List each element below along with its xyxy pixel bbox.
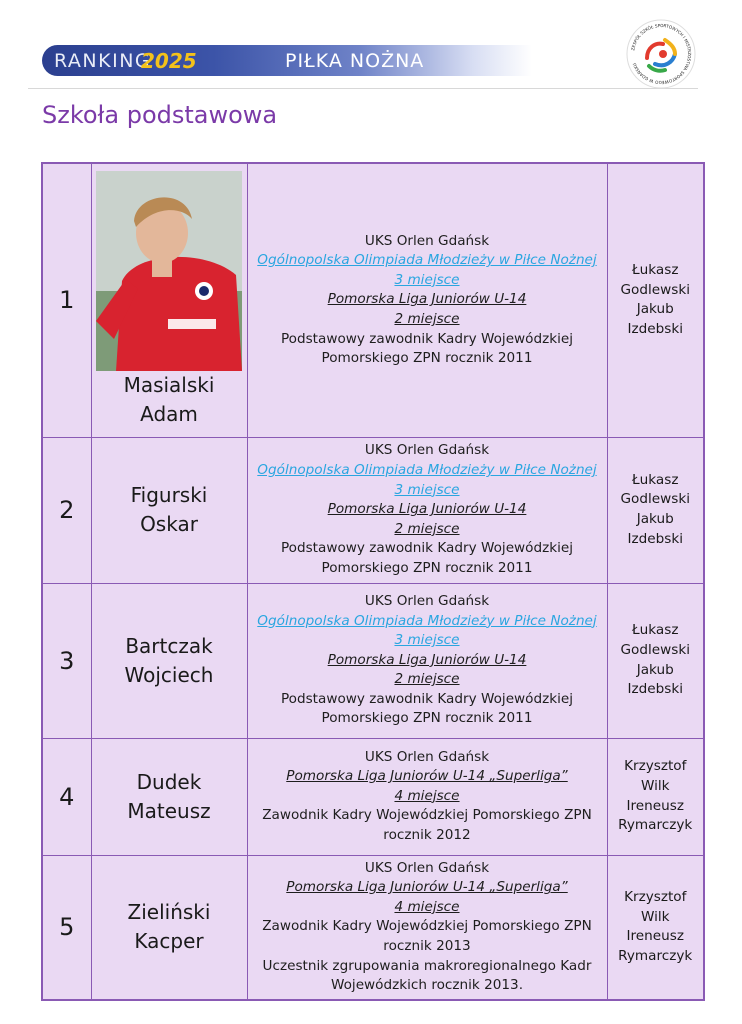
- club-name: UKS Orlen Gdańsk: [364, 748, 490, 765]
- table-row: [42, 855, 704, 1000]
- achievement-line[interactable]: 3 miejsce: [394, 481, 460, 498]
- achievement-line: Pomorskiego ZPN rocznik 2011: [321, 559, 533, 576]
- coach-name-part: Krzysztof: [624, 889, 687, 906]
- achievement-line: Pomorska Liga Juniorów U-14: [327, 651, 527, 668]
- athlete-surname: Masialski: [123, 373, 215, 398]
- achievements-cell: [247, 855, 607, 1000]
- athlete-surname: Dudek: [136, 769, 202, 794]
- ranking-table: [41, 162, 705, 1001]
- coach-name-part: Godlewski: [620, 281, 690, 298]
- athlete-firstname: Oskar: [140, 512, 198, 536]
- ranking-year: 2025: [141, 49, 197, 73]
- athlete-photo-image: [96, 171, 242, 371]
- achievement-line: Pomorskiego ZPN rocznik 2011: [321, 350, 533, 367]
- achievement-line: rocznik 2013: [383, 938, 471, 955]
- coach-name-part: Izdebski: [627, 320, 683, 337]
- ranking-label: RANKING: [54, 50, 152, 72]
- athlete-name-cell: [91, 855, 247, 1000]
- achievements-cell: [247, 583, 607, 738]
- achievement-line: Zawodnik Kadry Wojewódzkiej Pomorskiego ZPN: [262, 807, 592, 824]
- achievement-line: Podstawowy zawodnik Kadry Wojewódzkiej: [280, 540, 574, 557]
- athlete-surname: Zieliński: [127, 900, 211, 925]
- achievements-cell: [247, 163, 607, 437]
- achievement-line: 2 miejsce: [394, 311, 460, 328]
- rank-number: 5: [42, 855, 91, 1000]
- achievement-line: 4 miejsce: [394, 787, 460, 804]
- achievement-line: Wojewódzkich rocznik 2013.: [330, 977, 524, 994]
- section-title: Szkoła podstawowa: [42, 101, 278, 129]
- club-name: UKS Orlen Gdańsk: [364, 442, 490, 459]
- athlete-surname: Bartczak: [125, 633, 213, 658]
- table-row: [42, 163, 704, 437]
- club-name: UKS Orlen Gdańsk: [364, 232, 490, 249]
- table-row: [42, 738, 704, 855]
- club-name: UKS Orlen Gdańsk: [364, 859, 490, 876]
- emblem-center-dot: [659, 50, 667, 58]
- coach-name-part: Rymarczyk: [618, 817, 693, 834]
- rank-number: 4: [42, 738, 91, 855]
- achievement-line: Uczestnik zgrupowania makroregionalnego Kadr: [262, 957, 592, 974]
- achievement-line: Pomorska Liga Juniorów U-14: [327, 501, 527, 518]
- coaches-cell: [607, 738, 704, 855]
- achievements-cell: [247, 437, 607, 583]
- athlete-name-cell: [91, 738, 247, 855]
- coaches-cell: [607, 583, 704, 738]
- achievement-line: Pomorska Liga Juniorów U-14 „Superliga”: [286, 768, 568, 785]
- header-banner: [42, 45, 532, 76]
- coach-name-part: Godlewski: [620, 491, 690, 508]
- coach-name-part: Rymarczyk: [618, 947, 693, 964]
- table-row: [42, 437, 704, 583]
- coach-name-part: Wilk: [640, 777, 670, 794]
- coach-name-part: Jakub: [636, 511, 674, 527]
- rank-number: 2: [42, 437, 91, 583]
- table-row: [42, 583, 704, 738]
- coach-name-part: Wilk: [640, 908, 670, 925]
- achievements-cell: [247, 738, 607, 855]
- athlete-name-cell: [91, 583, 247, 738]
- sport-name: PIŁKA NOŻNA: [285, 50, 425, 72]
- achievement-line: Zawodnik Kadry Wojewódzkiej Pomorskiego ZPN: [262, 918, 592, 935]
- coaches-cell: [607, 855, 704, 1000]
- coaches-cell: [607, 163, 704, 437]
- achievement-line: Pomorska Liga Juniorów U-14 „Superliga”: [286, 879, 568, 896]
- rank-number: 1: [42, 163, 91, 437]
- coach-name-part: Izdebski: [627, 681, 683, 698]
- achievement-line[interactable]: Ogólnopolska Olimpiada Młodzieży w Piłce Nożnej: [257, 612, 597, 629]
- coaches-cell: [607, 437, 704, 583]
- achievement-line: Podstawowy zawodnik Kadry Wojewódzkiej: [280, 690, 574, 707]
- rank-number: 3: [42, 583, 91, 738]
- achievement-line: Pomorskiego ZPN rocznik 2011: [321, 710, 533, 727]
- athlete-firstname: Kacper: [134, 929, 204, 954]
- club-name: UKS Orlen Gdańsk: [364, 592, 490, 609]
- coach-name-part: Łukasz: [632, 262, 679, 279]
- achievement-line[interactable]: 3 miejsce: [394, 632, 460, 649]
- emblem-ring-textpath: ZESPÓŁ SZKÓŁ SPORTOWYCH I MISTRZOSTWA SPORTOWEGO W GDAŃSKU: [630, 22, 693, 86]
- achievement-line[interactable]: Ogólnopolska Olimpiada Młodzieży w Piłce Nożnej: [257, 462, 597, 479]
- coach-name-part: Krzysztof: [624, 758, 687, 775]
- coach-name-part: Łukasz: [632, 622, 679, 639]
- athlete-name-cell: [91, 437, 247, 583]
- athlete-name-cell: [91, 163, 247, 437]
- achievement-line: Podstawowy zawodnik Kadry Wojewódzkiej: [280, 330, 574, 347]
- coach-name-part: Ireneusz: [626, 797, 684, 814]
- athlete-firstname: Mateusz: [127, 798, 211, 823]
- athlete-firstname: Wojciech: [124, 662, 214, 687]
- achievement-line: Pomorska Liga Juniorów U-14: [327, 291, 527, 308]
- header-divider: [28, 88, 698, 89]
- achievement-line: 2 miejsce: [394, 520, 460, 537]
- athlete-surname: Figurski: [130, 483, 208, 507]
- achievement-line: 4 miejsce: [394, 898, 460, 915]
- coach-name-part: Jakub: [636, 661, 674, 678]
- school-emblem-icon: [625, 18, 697, 90]
- coach-name-part: Jakub: [636, 301, 674, 318]
- athlete-firstname: Adam: [140, 402, 198, 427]
- achievement-line: 2 miejsce: [394, 671, 460, 688]
- achievement-line[interactable]: 3 miejsce: [394, 271, 460, 288]
- coach-name-part: Ireneusz: [626, 928, 684, 945]
- coach-name-part: Izdebski: [627, 530, 683, 547]
- achievement-line[interactable]: Ogólnopolska Olimpiada Młodzieży w Piłce Nożnej: [257, 252, 597, 269]
- athlete-photo: [96, 171, 242, 371]
- achievement-line: rocznik 2012: [383, 826, 471, 843]
- coach-name-part: Godlewski: [620, 641, 690, 658]
- coach-name-part: Łukasz: [632, 471, 679, 488]
